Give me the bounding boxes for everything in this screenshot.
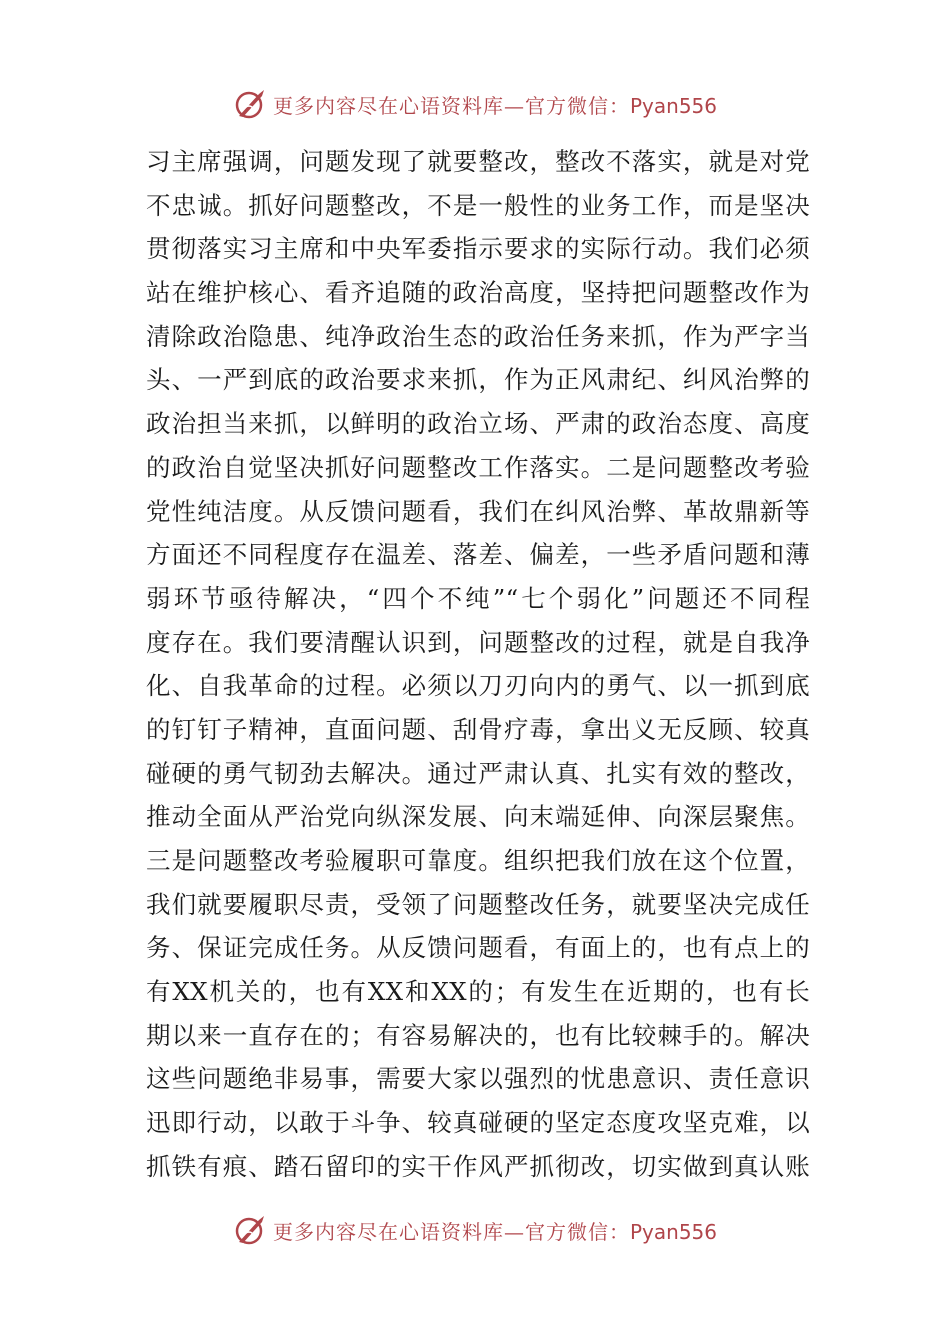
text-line: 党性纯洁度。从反馈问题看，我们在纠风治弊、革故鼎新等	[146, 496, 810, 526]
text-line: 弱环节亟待解决，“四个不纯”“七个弱化”问题还不同程	[146, 583, 810, 613]
text-line: 这些问题绝非易事，需要大家以强烈的忧患意识、责任意识	[146, 1064, 810, 1094]
header-text: 更多内容尽在心语资料库—官方微信：Pyan556	[272, 93, 717, 118]
text-line: 站在维护核心、看齐追随的政治高度，坚持把问题整改作为	[146, 278, 810, 308]
document-body	[146, 140, 810, 1189]
text-line: 方面还不同程度存在温差、落差、偏差，一些矛盾问题和薄	[146, 540, 810, 570]
text-line: 不忠诚。抓好问题整改，不是一般性的业务工作，而是坚决	[146, 190, 810, 220]
text-line: 三是问题整改考验履职可靠度。组织把我们放在这个位置，	[146, 846, 810, 875]
footer-watermark	[0, 1210, 950, 1250]
footer-text: 更多内容尽在心语资料库—官方微信：Pyan556	[272, 1219, 717, 1244]
text-line: 头、一严到底的政治要求来抓，作为正风肃纪、纠风治弊的	[146, 365, 810, 395]
text-line: 的钉钉子精神，直面问题、刮骨疗毒，拿出义无反顾、较真	[146, 714, 810, 744]
pen-circle-logo-icon	[233, 86, 269, 122]
pen-circle-logo-icon	[233, 1212, 269, 1248]
text-line: 碰硬的勇气韧劲去解决。通过严肃认真、扎实有效的整改，	[146, 758, 810, 788]
text-line: 务、保证完成任务。从反馈问题看，有面上的，也有点上的	[146, 933, 810, 963]
header-handle: Pyan556	[629, 93, 717, 118]
text-line: 习主席强调，问题发现了就要整改，整改不落实，就是对党	[146, 147, 810, 176]
text-line: 贯彻落实习主席和中央军委指示要求的实际行动。我们必须	[146, 234, 810, 264]
text-line: 迅即行动，以敢于斗争、较真碰硬的坚定态度攻坚克难，以	[146, 1108, 810, 1138]
text-line: 政治担当来抓，以鲜明的政治立场、严肃的政治态度、高度	[146, 409, 810, 439]
text-line: 抓铁有痕、踏石留印的实干作风严抓彻改，切实做到真认账	[146, 1151, 810, 1181]
text-line: 清除政治隐患、纯净政治生态的政治任务来抓，作为严字当	[146, 321, 810, 351]
header-watermark	[0, 84, 950, 124]
footer-handle: Pyan556	[629, 1219, 717, 1244]
text-line: 的政治自觉坚决抓好问题整改工作落实。二是问题整改考验	[146, 452, 810, 482]
text-line: 期以来一直存在的；有容易解决的，也有比较棘手的。解决	[146, 1020, 810, 1050]
text-line: 化、自我革命的过程。必须以刀刃向内的勇气、以一抓到底	[146, 671, 810, 701]
text-line: 度存在。我们要清醒认识到，问题整改的过程，就是自我净	[146, 627, 810, 657]
text-line: 我们就要履职尽责，受领了问题整改任务，就要坚决完成任	[146, 889, 810, 919]
text-line: 有XX机关的，也有XX和XX的；有发生在近期的，也有长	[146, 977, 810, 1007]
text-line: 推动全面从严治党向纵深发展、向末端延伸、向深层聚焦。	[146, 802, 810, 832]
